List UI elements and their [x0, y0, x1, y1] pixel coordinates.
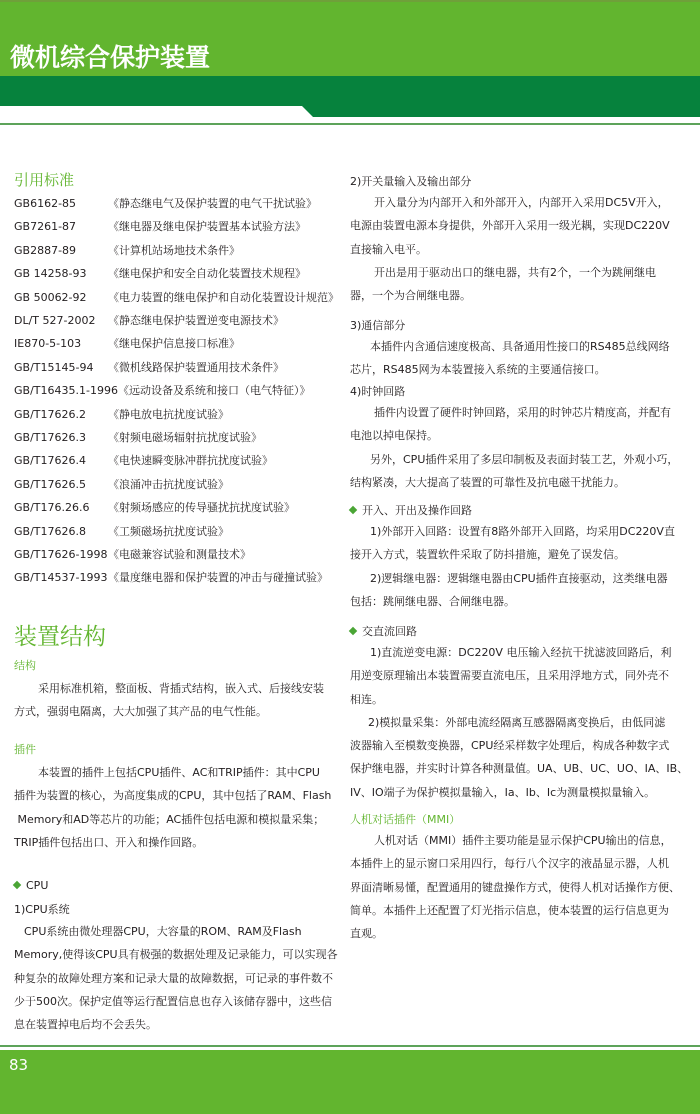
- text-line: 本插件内含通信速度极高、具备通用性接口的RS485总线网络: [370, 340, 670, 353]
- header-rule: [0, 123, 700, 125]
- text-line: 直观。: [350, 927, 383, 941]
- text-line: CPU系统由微处理器CPU，大容量的ROM、RAM及Flash: [24, 925, 302, 938]
- text-line: 电池以掉电保持。: [350, 429, 438, 443]
- text-line: 息在装置掉电后均不会丢失。: [14, 1018, 157, 1032]
- standard-title: 《远动设备及系统和接口（电气特征）》: [117, 384, 311, 398]
- text-line: 2)逻辑继电器：逻辑继电器由CPU插件直接驱动，这类继电器: [370, 571, 668, 585]
- page-number: 83: [9, 1056, 29, 1074]
- text-line: 简单。本插件上还配置了灯光指示信息，使本装置的运行信息更为: [350, 903, 669, 917]
- text-line: IV、IO端子为保护模拟量输入，Ia、Ib、Ic为测量模拟量输入。: [350, 785, 656, 799]
- text-line: 另外，CPU插件采用了多层印制板及表面封装工艺，外观小巧，: [370, 452, 679, 466]
- acdc-heading-text: 交直流回路: [362, 625, 417, 638]
- comm-paragraph: [350, 335, 695, 382]
- standard-code: GB/T16435.1-1996: [14, 384, 118, 398]
- standard-code: DL/T 527-2002: [14, 314, 96, 327]
- standard-row: [14, 408, 229, 422]
- text-line: 采用标准机箱，整面板、背插式结构，嵌入式、后接线安装: [38, 682, 324, 695]
- standard-code: GB/T15145-94: [14, 360, 94, 374]
- switch-io-heading: 2)开关量输入及输出部分: [350, 175, 472, 188]
- standard-title: 《电力装置的继电保护和自动化装置设计规范》: [108, 290, 339, 304]
- standard-title: 《继电保护和安全自动化装置技术规程》: [108, 267, 306, 281]
- diamond-bullet-icon: [349, 627, 357, 635]
- standards-heading: 引用标准: [14, 171, 75, 189]
- standard-row: [14, 197, 317, 211]
- plugin-sub-heading: 插件: [14, 743, 36, 756]
- standard-row: [14, 501, 295, 515]
- mmi-paragraph: [350, 829, 695, 945]
- text-line: 直接输入电平。: [350, 242, 427, 256]
- mmi-heading: 人机对话插件（MMI）: [350, 813, 461, 826]
- text-line: 保护继电器，并实时计算各种测量值。UA、UB、UC、UO、IA、IB、: [350, 762, 689, 776]
- text-line: 1)外部开入回路：设置有8路外部开入回路，均采用DC220V直: [370, 525, 675, 538]
- text-line: 波器输入至模数变换器，CPU经采样数字处理后，构成各种数字式: [350, 739, 670, 753]
- text-line: 1)直流逆变电源：DC220V 电压输入经抗干扰滤波回路后，利: [370, 646, 672, 659]
- io-circuit-heading-text: 开入、开出及操作回路: [362, 504, 472, 517]
- text-line: 电源由装置电源本身提供，外部开入采用一级光耦，实现DC220V: [350, 219, 670, 233]
- standard-row: [14, 291, 339, 305]
- text-line: 器，一个为合闸继电器。: [350, 289, 471, 303]
- standard-title: 《电快速瞬变脉冲群抗扰度试验》: [108, 454, 273, 468]
- text-line: 界面清晰易懂，配置通用的键盘操作方式，使得人机对话操作方便、: [350, 880, 680, 894]
- comm-heading: 3)通信部分: [350, 319, 406, 332]
- header-notch: [0, 106, 320, 118]
- standard-code: GB/T17626.4: [14, 454, 86, 468]
- standard-row: [14, 571, 328, 585]
- standard-row: [14, 384, 310, 398]
- standard-title: 《射频电磁场辐射抗扰度试验》: [108, 431, 262, 444]
- standard-title: 《静电放电抗扰度试验》: [108, 407, 229, 421]
- cpu-sub-heading: 1)CPU系统: [14, 903, 70, 916]
- standard-code: GB6162-85: [14, 197, 77, 210]
- standard-code: GB 50062-92: [14, 290, 87, 304]
- text-line: 芯片，RS485网为本装置接入系统的主要通信接口。: [350, 363, 606, 377]
- footer-rule: [0, 1045, 700, 1047]
- page-title: 微机综合保护装置: [10, 43, 211, 72]
- standard-code: IE870-5-103: [14, 337, 82, 351]
- standard-code: GB7261-87: [14, 220, 77, 234]
- standard-title: 《继电器及继电保护装置基本试验方法》: [108, 220, 306, 234]
- text-line: Memory和AD等芯片的功能；AC插件包括电源和模拟量采集；: [14, 812, 325, 826]
- acdc-heading: [350, 624, 417, 640]
- standard-title: 《微机线路保护装置通用技术条件》: [108, 360, 284, 374]
- text-line: 2)模拟量采集：外部电流经隔离互感器隔离变换后，由低同滤: [368, 715, 666, 729]
- standard-row: [14, 220, 306, 234]
- text-line: TRIP插件包括出口、开入和操作回路。: [14, 835, 204, 849]
- standard-title: 《继电保护信息接口标准》: [108, 337, 240, 351]
- text-line: 开出是用于驱动出口的继电器，共有2个，一个为跳闸继电: [374, 265, 656, 279]
- standard-row: [14, 548, 251, 562]
- footer-band: [0, 1050, 700, 1114]
- standard-code: GB/T17626-1998: [14, 548, 108, 561]
- standard-code: GB/T14537-1993: [14, 571, 108, 585]
- standard-code: GB/T17626.8: [14, 524, 86, 538]
- text-line: 少于500次。保护定值等运行配置信息也存入该储存器中，这些信: [14, 994, 332, 1008]
- standard-row: [14, 431, 262, 445]
- clock-heading: 4)时钟回路: [350, 385, 406, 398]
- clock-paragraph: [350, 401, 695, 494]
- text-line: 用逆变原理输出本装置需要直流电压，且采用浮地方式，同外壳不: [350, 669, 669, 683]
- text-line: 插件内设置了硬件时钟回路，采用的时钟芯片精度高，并配有: [374, 406, 671, 419]
- standard-code: GB/T17626.3: [14, 431, 86, 444]
- standard-row: [14, 267, 306, 281]
- text-line: 种复杂的故障处理方案和记录大量的故障数据，可记录的事件数不: [14, 971, 333, 985]
- text-line: 插件为装置的核心，为高度集成的CPU，其中包括了RAM、Flash: [14, 789, 332, 803]
- structure-sub-heading: 结构: [14, 659, 36, 672]
- text-line: 人机对话（MMI）插件主要功能是显示保护CPU输出的信息，: [374, 834, 672, 847]
- cpu-heading: [14, 878, 48, 894]
- diamond-bullet-icon: [349, 506, 357, 514]
- standard-title: 《电磁兼容试验和测量技术》: [108, 548, 251, 561]
- standard-title: 《静态继电气及保护装置的电气干扰试验》: [108, 197, 317, 210]
- standard-code: GB/T176.26.6: [14, 501, 90, 515]
- standard-code: GB 14258-93: [14, 267, 87, 281]
- text-line: 接开入方式，装置软件采取了防抖措施，避免了误发信。: [350, 548, 625, 562]
- standard-title: 《工频磁场抗扰度试验》: [108, 524, 229, 538]
- text-line: 本插件上的显示窗口采用四行，每行八个汉字的液晶显示器，人机: [350, 857, 669, 871]
- text-line: 本装置的插件上包括CPU插件、AC和TRIP插件：其中CPU: [38, 766, 320, 779]
- acdc-paragraph: [350, 641, 695, 804]
- standard-code: GB/T17626.5: [14, 477, 86, 491]
- standard-row: [14, 454, 273, 468]
- standard-title: 《浪涌冲击抗扰度试验》: [108, 477, 229, 491]
- standard-title: 《计算机站场地技术条件》: [108, 243, 240, 257]
- text-line: 结构紧凑，大大提高了装置的可靠性及抗电磁干扰能力。: [350, 475, 625, 489]
- standard-row: [14, 337, 240, 351]
- standard-title: 《射频场感应的传导骚扰抗扰度试验》: [108, 501, 295, 515]
- cpu-paragraph: [14, 920, 344, 1036]
- text-line: Memory,使得该CPU具有极强的数据处理及记录能力，可以实现各: [14, 948, 338, 962]
- standard-row: [14, 478, 229, 492]
- switch-io-paragraph: [350, 191, 695, 307]
- cpu-heading-text: CPU: [26, 879, 49, 892]
- standard-row: [14, 361, 284, 375]
- standard-code: GB/T17626.2: [14, 407, 86, 421]
- diamond-bullet-icon: [13, 881, 21, 889]
- text-line: 开入量分为内部开入和外部开入，内部开入采用DC5V开入，: [374, 196, 669, 209]
- standard-row: [14, 525, 229, 539]
- standard-code: GB2887-89: [14, 243, 77, 257]
- structure-paragraph: [14, 677, 344, 724]
- text-line: 方式，强弱电隔离，大大加强了其产品的电气性能。: [14, 705, 267, 719]
- text-line: 相连。: [350, 692, 383, 706]
- standard-row: [14, 314, 284, 328]
- text-line: 包括：跳闸继电器、合闸继电器。: [350, 594, 515, 608]
- standard-title: 《量度继电器和保护装置的冲击与碰撞试验》: [108, 571, 328, 585]
- io-circuit-paragraph: [350, 520, 695, 613]
- standard-row: [14, 244, 240, 258]
- standard-title: 《静态继电保护装置逆变电源技术》: [108, 314, 284, 327]
- plugin-paragraph: [14, 761, 344, 854]
- io-circuit-heading: [350, 503, 472, 519]
- structure-heading: 装置结构: [14, 624, 106, 650]
